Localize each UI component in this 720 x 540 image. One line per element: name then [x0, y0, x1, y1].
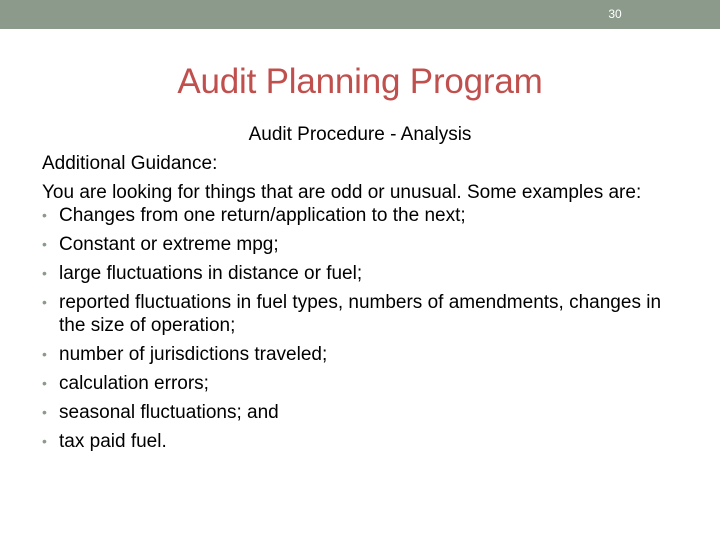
bullet-icon: •	[42, 207, 47, 223]
slide-title: Audit Planning Program	[177, 62, 543, 101]
bullet-text: calculation errors;	[59, 373, 209, 394]
bullet-text: seasonal fluctuations; and	[59, 402, 279, 423]
slide-subtitle: Audit Procedure - Analysis	[248, 124, 472, 145]
bullet-text: Constant or extreme mpg;	[59, 234, 279, 255]
bullet-icon: •	[42, 375, 47, 391]
bullet-icon: •	[42, 236, 47, 252]
list-item	[42, 262, 682, 285]
bullet-text: Changes from one return/application to the next;	[59, 205, 466, 226]
guidance-heading: Additional Guidance:	[42, 153, 218, 174]
top-bar	[0, 0, 720, 29]
list-item	[42, 233, 682, 256]
bullet-icon: •	[42, 404, 47, 420]
list-item	[42, 204, 682, 227]
slide-number: 30	[608, 7, 622, 21]
bullet-list	[42, 204, 682, 453]
bullet-text: tax paid fuel.	[59, 431, 167, 452]
bullet-icon: •	[42, 433, 47, 449]
bullet-text: number of jurisdictions traveled;	[59, 344, 328, 365]
list-item	[42, 430, 682, 453]
intro-text: You are looking for things that are odd or unusual. Some examples are:	[42, 182, 642, 203]
bullet-icon: •	[42, 265, 47, 281]
bullet-text: large fluctuations in distance or fuel;	[59, 263, 363, 284]
bullet-icon: •	[42, 294, 47, 310]
list-item	[42, 343, 682, 366]
list-item	[42, 401, 682, 424]
list-item	[42, 291, 682, 337]
list-item	[42, 372, 682, 395]
bullet-text: reported fluctuations in fuel types, numbers of amendments, changes in the size of operation;	[59, 292, 662, 336]
slide-body	[42, 152, 682, 459]
bullet-icon: •	[42, 346, 47, 362]
